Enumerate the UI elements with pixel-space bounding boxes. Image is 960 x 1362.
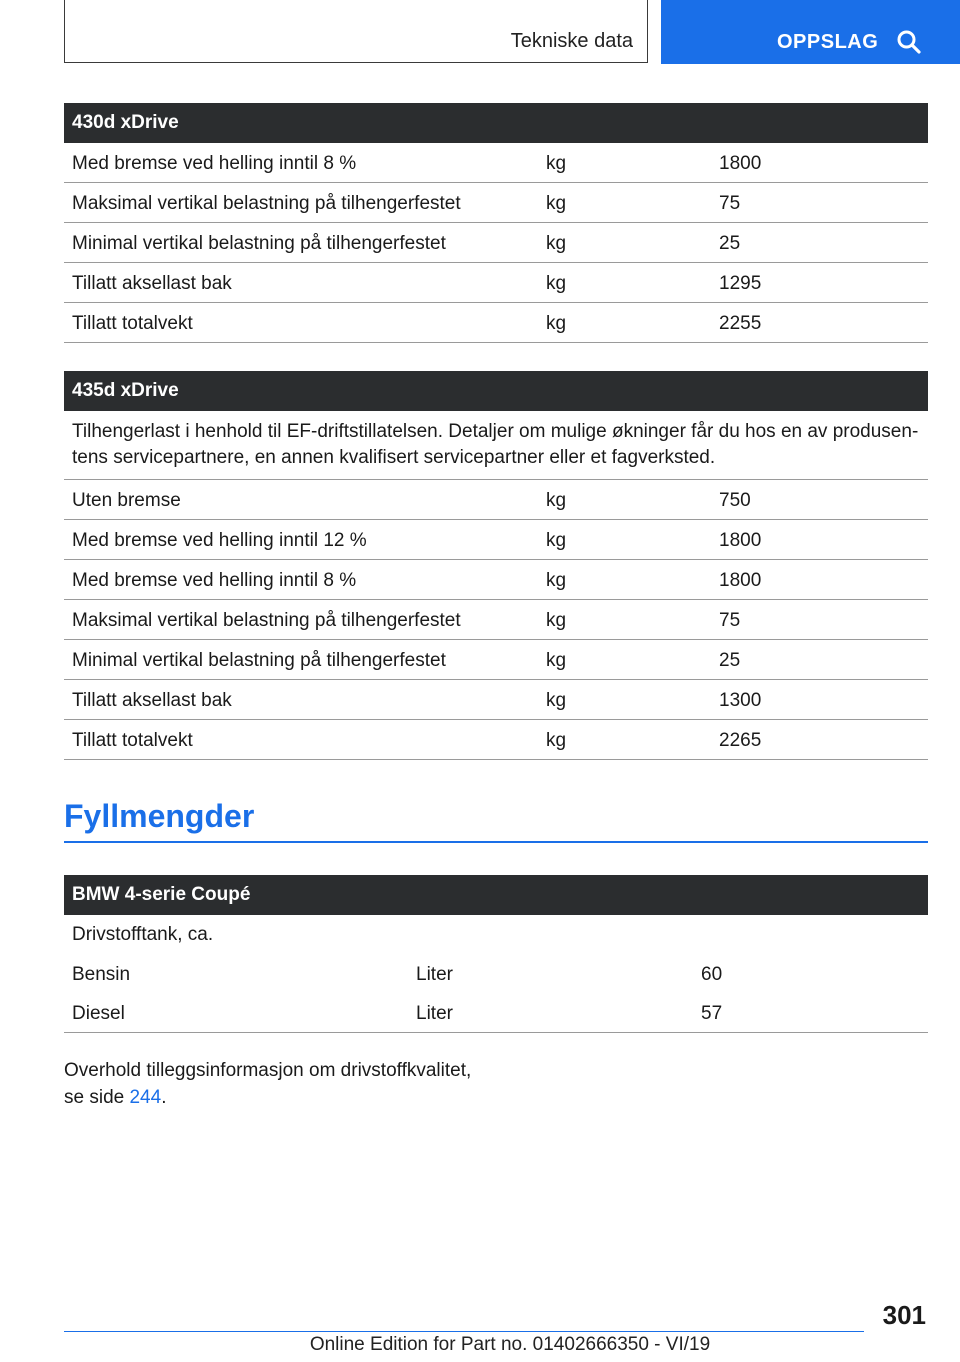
row-unit: kg: [546, 570, 567, 591]
row-value: 75: [719, 610, 741, 631]
table-row: [64, 954, 928, 993]
row-label: Tillatt aksellast bak: [72, 690, 232, 711]
header-section-box: [64, 0, 648, 63]
table-fill-title: BMW 4-serie Coupé: [64, 875, 928, 915]
row-unit: kg: [546, 153, 567, 174]
row-unit: kg: [546, 650, 567, 671]
table-row: [64, 480, 928, 520]
page-number: 301: [882, 1300, 926, 1330]
table-row: [64, 183, 928, 223]
row-unit: kg: [546, 233, 567, 254]
section-divider: [64, 841, 928, 843]
footer-divider: [64, 1331, 864, 1332]
row-value: 2255: [719, 313, 762, 334]
row-unit: kg: [546, 610, 567, 631]
row-value: 750: [719, 490, 751, 511]
table-row: [64, 680, 928, 720]
oppslag-tab[interactable]: [661, 0, 960, 64]
section-title-header: Tekniske data: [510, 30, 633, 52]
footer: [0, 1334, 960, 1356]
table-row: [64, 303, 928, 343]
page-link[interactable]: 244: [129, 1087, 162, 1108]
row-label: Diesel: [72, 1003, 125, 1024]
row-label: Uten bremse: [72, 490, 181, 511]
row-unit: kg: [546, 273, 567, 294]
table-row: [64, 600, 928, 640]
row-unit: kg: [546, 690, 567, 711]
table-435d-title: 435d xDrive: [64, 371, 928, 411]
table-row: [64, 993, 928, 1033]
row-value: 1800: [719, 153, 762, 174]
row-unit: kg: [546, 193, 567, 214]
table-430d: [64, 103, 928, 343]
row-label: Tillatt aksellast bak: [72, 273, 232, 294]
fuel-quality-note: [64, 1057, 471, 1111]
section-heading: Fyllmengder: [64, 798, 255, 834]
row-value: 1800: [719, 530, 762, 551]
note-suffix: .: [161, 1087, 167, 1108]
row-label: Med bremse ved helling inntil 8 %: [72, 153, 357, 174]
table-435d: [64, 371, 928, 760]
table-row: [64, 720, 928, 760]
row-value: 60: [701, 964, 723, 985]
row-value: 25: [719, 233, 741, 254]
table-fill: [64, 875, 928, 1033]
row-value: 1800: [719, 570, 762, 591]
row-label: Med bremse ved helling inntil 8 %: [72, 570, 357, 591]
row-label: Bensin: [72, 964, 131, 985]
table-row: [64, 143, 928, 183]
row-label: Maksimal vertikal belastning på tilhengerfestet: [72, 193, 461, 214]
row-label: Minimal vertikal belastning på tilhengerfestet: [72, 233, 446, 254]
table-430d-title: 430d xDrive: [64, 103, 928, 143]
row-value: 1300: [719, 690, 762, 711]
note-prefix: se side: [64, 1087, 130, 1108]
edition-text: Online Edition for Part no. 01402666350 - VI/19: [309, 1334, 711, 1355]
table-435d-note: Tilhengerlast i henhold til EF-driftstillatelsen. Detaljer om mulige økninger får du hos en av produsentens servicepartnere, en annen kvalifisert servicepartner eller et fagverksted.: [64, 411, 928, 480]
row-value: 2265: [719, 730, 762, 751]
note-line-2: [64, 1084, 471, 1111]
table-row: [64, 223, 928, 263]
oppslag-tab-label: OPPSLAG: [777, 31, 879, 53]
note-line-1: Overhold tilleggsinformasjon om drivstoffkvalitet,: [64, 1060, 472, 1081]
row-unit: kg: [546, 530, 567, 551]
table-row: [64, 520, 928, 560]
row-unit: kg: [546, 313, 567, 334]
row-label: Tillatt totalvekt: [72, 730, 193, 751]
row-value: 57: [701, 1003, 723, 1024]
search-icon[interactable]: [896, 29, 922, 55]
row-label: Tillatt totalvekt: [72, 313, 193, 334]
table-row: [64, 560, 928, 600]
row-value: 1295: [719, 273, 762, 294]
row-unit: kg: [546, 730, 567, 751]
row-value: 75: [719, 193, 741, 214]
row-unit: Liter: [416, 1003, 453, 1024]
table-row: [64, 263, 928, 303]
row-unit: Liter: [416, 964, 453, 985]
row-label: Minimal vertikal belastning på tilhengerfestet: [72, 650, 446, 671]
row-unit: kg: [546, 490, 567, 511]
row-label: Med bremse ved helling inntil 12 %: [72, 530, 367, 551]
row-label: Maksimal vertikal belastning på tilhengerfestet: [72, 610, 461, 631]
table-fill-subtitle: Drivstofftank, ca.: [72, 924, 214, 945]
table-row: [64, 640, 928, 680]
row-value: 25: [719, 650, 741, 671]
